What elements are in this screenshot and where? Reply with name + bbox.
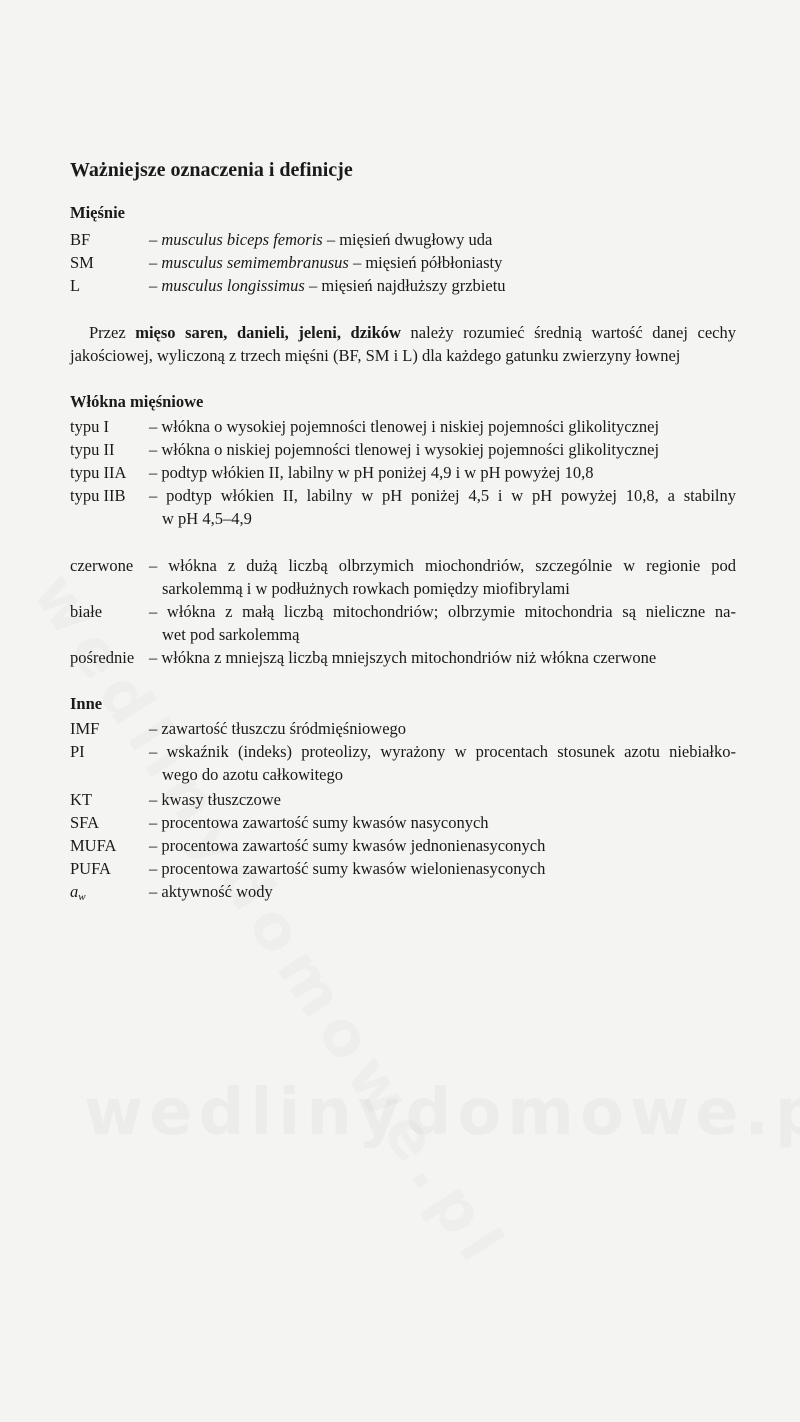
fiber-type-abbr: typu I [70, 417, 109, 436]
section-heading-fibers: Włókna mięśniowe [70, 392, 204, 411]
watermark-bottom [84, 1076, 724, 1150]
term-definition: – procentowa zawartość sumy kwasów wielonienasyconych [149, 859, 546, 878]
term-definition: – procentowa zawartość sumy kwasów jednonienasyconych [149, 836, 546, 855]
latin-name: musculus semimembranusus [161, 253, 349, 272]
term-definition: – aktywność wody [149, 882, 273, 901]
fiber-color-definition: – włókna z dużą liczbą olbrzymich miochondriów, szczególnie w regionie pod [149, 556, 736, 575]
fiber-color-abbr: białe [70, 602, 103, 621]
muscle-abbr: SM [70, 253, 94, 272]
term-definition: – procentowa zawartość sumy kwasów nasyconych [149, 813, 489, 832]
fiber-type-definition: – włókna o niskiej pojemności tlenowej i wysokiej pojemności glikolitycznej [149, 440, 660, 459]
fiber-type-abbr: typu IIB [70, 486, 126, 505]
muscle-abbr: L [70, 276, 81, 295]
fiber-type-definition-cont: w pH 4,5–4,9 [162, 509, 252, 528]
term-definition: – kwasy tłuszczowe [149, 790, 281, 809]
term-abbr: PUFA [70, 859, 111, 878]
paragraph-line-2: jakościowej, wyliczoną z trzech mięśni (BF, SM i L) dla każdego gatunku zwierzyny łownej [70, 346, 681, 365]
term-abbr: PI [70, 742, 85, 761]
term-definition: – wskaźnik (indeks) proteolizy, wyrażony w procentach stosunek azotu niebiałko- [149, 742, 736, 761]
section-heading-muscles: Mięśnie [70, 203, 125, 222]
fiber-color-definition: – włókna z mniejszą liczbą mniejszych mitochondriów niż włókna czerwone [149, 648, 657, 667]
fiber-type-definition: – włókna o wysokiej pojemności tlenowej i niskiej pojemności glikolitycznej [149, 417, 660, 436]
fiber-type-definition: – podtyp włókien II, labilny w pH poniżej 4,9 i w pH powyżej 10,8 [149, 463, 594, 482]
fiber-type-abbr: typu II [70, 440, 115, 459]
fiber-color-definition-cont: sarkolemmą i w podłużnych rowkach pomiędzy miofibrylami [162, 579, 570, 598]
fiber-color-abbr: czerwone [70, 556, 134, 575]
fiber-color-definition: – włókna z małą liczbą mitochondriów; olbrzymie mitochondria są nieliczne na- [149, 602, 736, 621]
term-abbr: IMF [70, 719, 100, 738]
fiber-color-definition-cont: wet pod sarkolemmą [162, 625, 300, 644]
fiber-type-abbr: typu IIA [70, 463, 127, 482]
muscle-definition: – musculus semimembranusus – mięsień półbłoniasty [149, 253, 503, 272]
paragraph-bold: mięso saren, danieli, jeleni, dzików [135, 323, 401, 342]
term-definition-cont: wego do azotu całkowitego [162, 765, 343, 784]
watermark-diagonal [19, 560, 614, 1422]
term-abbr: KT [70, 790, 92, 809]
term-definition: – zawartość tłuszczu śródmięśniowego [149, 719, 407, 738]
muscle-abbr: BF [70, 230, 91, 249]
page-title: Ważniejsze oznaczenia i definicje [70, 159, 353, 181]
fiber-type-definition: – podtyp włókien II, labilny w pH poniżej 4,5 i w pH powyżej 10,8, a stabilny [149, 486, 736, 505]
paragraph-line-1: Przez mięso saren, danieli, jeleni, dzików należy rozumieć średnią wartość danej cechy [89, 323, 736, 342]
latin-name: musculus biceps femoris [161, 230, 323, 249]
fiber-color-abbr: pośrednie [70, 648, 135, 667]
term-abbr: MUFA [70, 836, 117, 855]
term-abbr-water-activity: $a_w$ [70, 882, 86, 903]
muscle-definition: – musculus longissimus – mięsień najdłuższy grzbietu [149, 276, 506, 295]
latin-name: musculus longissimus [161, 276, 305, 295]
term-abbr: SFA [70, 813, 100, 832]
section-heading-other: Inne [70, 694, 103, 713]
muscle-definition: – musculus biceps femoris – mięsień dwugłowy uda [149, 230, 493, 249]
